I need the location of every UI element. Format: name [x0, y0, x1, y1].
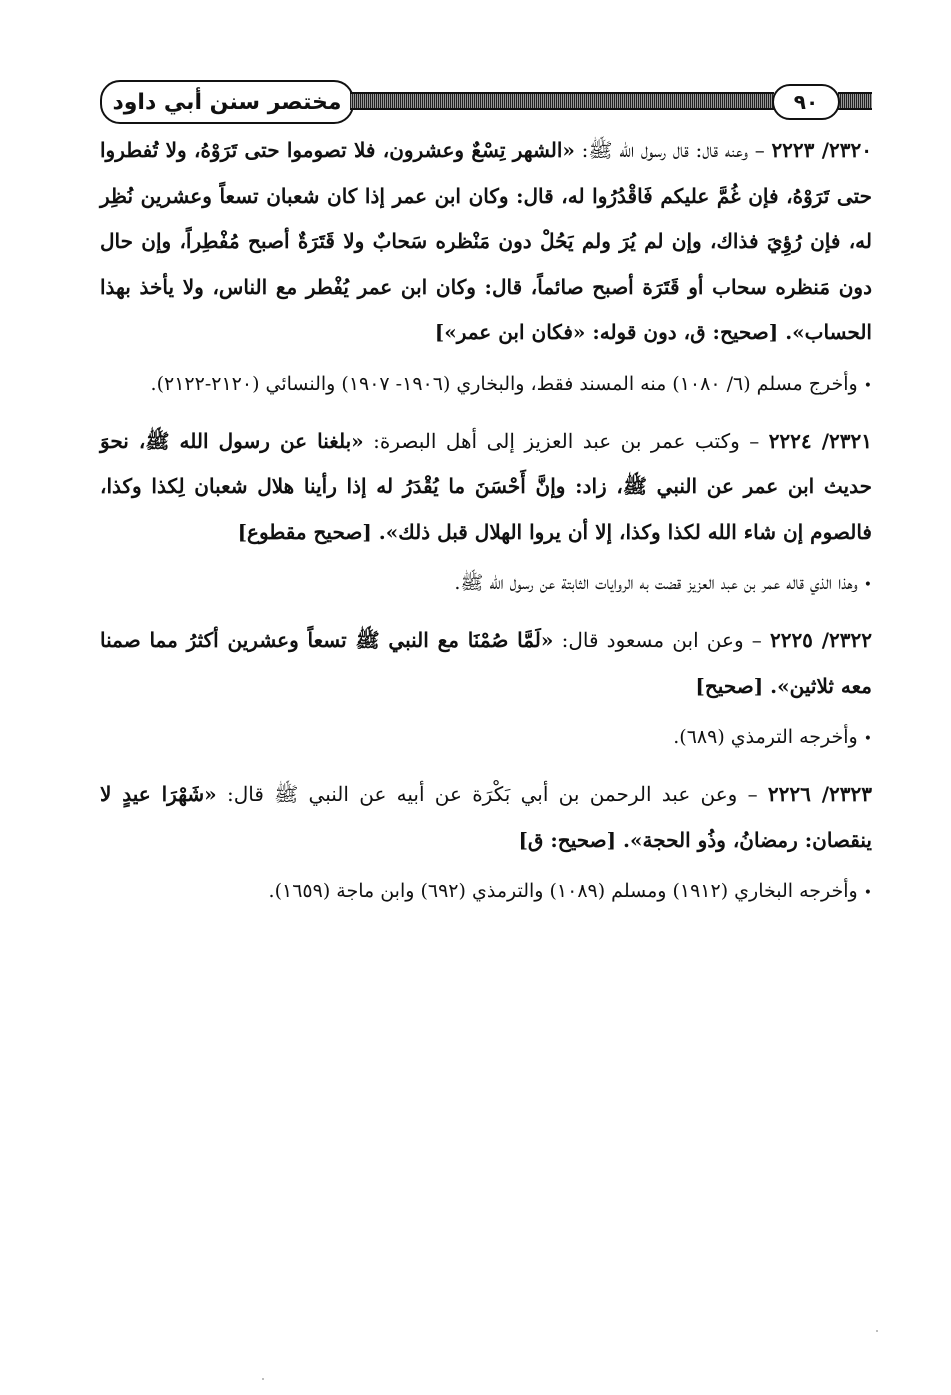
header-decorative-rule-end — [838, 92, 872, 110]
bullet-icon: • — [863, 377, 872, 394]
paper-speck — [262, 1378, 264, 1380]
hadith-grade: [صحيح مقطوع] — [237, 519, 379, 544]
header-decorative-rule — [350, 92, 774, 110]
takhrij-note — [100, 561, 872, 608]
bullet-icon: • — [863, 885, 872, 901]
hadith-entry — [100, 419, 872, 556]
book-title: مختصر سنن أبي داود — [100, 80, 354, 124]
hadith-number: ٢٣٢٣/ ٢٢٢٦ — [767, 782, 872, 806]
paper-speck — [876, 1330, 878, 1332]
hadith-intro: – وعن عبد الرحمن بن أبي بَكْرَة عن أبيه عن النبي ﷺ قال: — [216, 782, 768, 806]
takhrij-text: وأخرجه البخاري (١٩١٢) ومسلم (١٠٨٩) والترمذي (٦٩٢) وابن ماجة (١٦٥٩). — [268, 880, 858, 902]
bullet-icon: • — [863, 577, 872, 593]
hadith-text: «لَمَّا صُمْنَا مع النبي ﷺ تسعاً وعشرين أكثرُ مما صمنا معه ثلاثين». — [100, 628, 872, 698]
hadith-intro: – وكتب عمر بن عبد العزيز إلى أهل البصرة: — [363, 428, 769, 453]
hadith-grade: [صحيح: ق، دون قوله: «فكان ابن عمر»] — [434, 320, 786, 344]
hadith-entry — [100, 128, 872, 356]
hadith-entry — [100, 772, 872, 863]
takhrij-text: وأخرج مسلم (٦/ ١٠٨٠) منه المسند فقط، والبخاري (١٩٠٦- ١٩٠٧) والنسائي (٢١٢٠-٢١٢٢). — [150, 372, 858, 395]
hadith-number: ٢٣٢٠/ ٢٢٢٣ — [771, 138, 872, 162]
hadith-number: ٢٣٢١/ ٢٢٢٤ — [768, 428, 872, 453]
takhrij-text: وأخرجه الترمذي (٦٨٩). — [673, 726, 858, 748]
bullet-icon: • — [863, 731, 872, 747]
hadith-text: «بلغنا عن رسول الله ﷺ، نحوَ حديث ابن عمر عن النبي ﷺ، زاد: وإنَّ أَحْسَنَ ما يُقْدَرُ له إذا رأينا هلال شعبان لِكذا وكذا، فالصوم إن شاء الله لكذا وكذا، إلا أن يروا الهلال قبل ذلك». — [100, 428, 872, 544]
hadith-grade: [صحيح: ق] — [518, 827, 624, 852]
hadith-intro: – وعن ابن مسعود قال: — [553, 628, 770, 652]
hadith-number: ٢٣٢٢/ ٢٢٢٥ — [769, 628, 872, 652]
hadith-text: «شَهْرَا عيدٍ لا ينقصان: رمضانُ، وذُو الحجة». — [100, 782, 872, 852]
hadith-intro: – وعنه قال: قال رسول الله ﷺ: — [574, 138, 772, 162]
takhrij-note — [100, 362, 872, 409]
hadith-text: «الشهر تِسْعٌ وعشرون، فلا تصوموا حتى تَرَوْهُ، ولا تُفطروا حتى تَرَوْهُ، فإن غُمَّ عليكم فَاقْدُرُوا له، قال: وكان ابن عمر إذا كان شعبان تسعاً وعشرين نُظِر له، فإن رُؤِيَ فذاك، وإن لم يُرَ ولم يَحُلْ دون مَنْظره سَحابٌ ولا قَتَرَةٌ أصبح مُفْطِراً، وإن حال دون مَنظره سحاب أو قَتَرَة أصبح صائماً، قال: وكان ابن عمر يُفْطر مع الناس، ولا يأخذ بهذا الحساب». — [100, 138, 872, 344]
takhrij-note — [100, 869, 872, 916]
takhrij-note — [100, 715, 872, 762]
page-content — [100, 128, 872, 926]
page-header — [100, 80, 872, 124]
page-number: ٩٠ — [772, 84, 840, 120]
hadith-entry — [100, 618, 872, 709]
takhrij-text: وهذا الذي قاله عمر بن عبد العزيز قضت به الروايات الثابتة عن رسول الله ﷺ. — [454, 572, 858, 594]
hadith-grade: [صحيح] — [695, 673, 771, 698]
